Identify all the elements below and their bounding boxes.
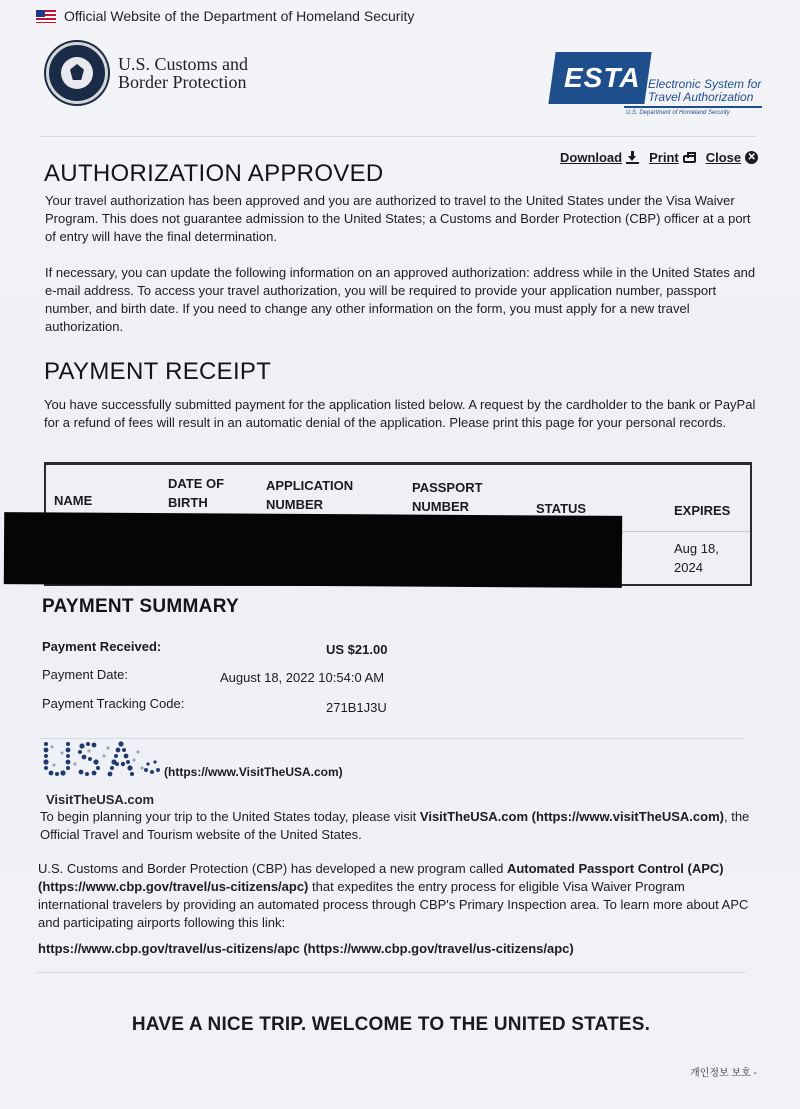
- column-header-status: STATUS: [536, 501, 587, 516]
- apc-text-start: U.S. Customs and Border Protection (CBP) has developed a new program called: [38, 861, 507, 876]
- close-label: Close: [705, 150, 742, 165]
- expires-date: Aug 18,: [674, 541, 719, 556]
- payment-received-label: Payment Received:: [42, 639, 162, 654]
- close-link[interactable]: [706, 150, 758, 165]
- print-icon: [683, 155, 696, 163]
- esta-logo-word: ESTA: [564, 62, 641, 93]
- column-header-passport-number: PASSPORT NUMBER: [412, 480, 483, 514]
- apc-bold-link[interactable]: Automated Passport Control (APC) (https://www.cbp.gov/travel/us-citizens/apc): [38, 861, 724, 894]
- summary-title: PAYMENT SUMMARY: [42, 596, 239, 617]
- visit-text-start: To begin planning your trip to the United States today, please visit: [40, 809, 420, 824]
- column-header-name: NAME: [54, 493, 93, 508]
- official-text: Official Website of the Department of Homeland Security: [64, 8, 415, 24]
- agency-name-line2: Border Protection: [118, 72, 247, 92]
- divider: [36, 972, 746, 973]
- esta-logo: [552, 52, 772, 124]
- agency-name-line1: U.S. Customs and: [118, 54, 249, 74]
- download-link[interactable]: [560, 150, 639, 165]
- visit-usa-bold-link[interactable]: VisitTheUSA.com (https://www.visitTheUSA.com): [419, 809, 724, 824]
- apc-text-end: that expedites the entry process for eligible Visa Waiver Program international travelers by providing an automated process through CBP's Primary Inspection area. To learn more about APC and participating airports following this link:: [38, 879, 749, 930]
- cbp-logo: [46, 42, 248, 104]
- visit-usa-link[interactable]: (https://www.VisitTheUSA.com): [164, 765, 343, 779]
- esta-dhs-text: U.S. Department of Homeland Security: [626, 110, 730, 116]
- visit-usa-caption: VisitTheUSA.com: [46, 792, 155, 807]
- visit-paragraph: [40, 808, 752, 844]
- column-header-date-of-birth: DATE OF BIRTH: [168, 476, 225, 510]
- expires-cell: [674, 539, 719, 577]
- receipt-title: PAYMENT RECEIPT: [44, 358, 272, 385]
- apc-link[interactable]: https://www.cbp.gov/travel/us-citizens/apc (https://www.cbp.gov/travel/us-citizens/apc): [38, 941, 574, 956]
- download-icon: [626, 151, 639, 164]
- print-link[interactable]: [649, 150, 696, 165]
- visit-text-end: , the Official Travel and Tourism website of the United States.: [40, 809, 750, 842]
- approval-title: AUTHORIZATION APPROVED: [44, 160, 384, 187]
- dhs-seal-icon: [46, 42, 108, 104]
- divider: [40, 136, 756, 137]
- receipt-paragraph: You have successfully submitted payment for the application listed below. A request by the cardholder to the bank or PayPal for a refund of fees will result in an automatic denial of the application. Please print this page for your personal records.: [44, 397, 756, 430]
- apc-paragraph: [38, 860, 752, 932]
- payment-date-value: August 18, 2022 10:54:0 AM: [220, 670, 385, 685]
- column-header-expires: EXPIRES: [674, 503, 731, 518]
- agency-name: [118, 55, 248, 91]
- approval-paragraph-1: Your travel authorization has been approved and you are authorized to travel to the United States under the Visa Waiver Program. This does not guarantee admission to the United States; a Customs and Border Protection (CBP) officer at a port of entry will have the final determination.: [45, 193, 751, 244]
- esta-subtitle-line2: Travel Authorization: [648, 90, 754, 104]
- print-label: Print: [649, 150, 679, 165]
- column-header-application-number: APPLICATION NUMBER: [266, 478, 354, 512]
- approval-paragraph-2: If necessary, you can update the following information on an approved authorization: address while in the United States and e-mail address. To access your travel authorization, you will be required to provide your application number, passport number, and birth date. If you need to change any other information on the form, you must apply for a new travel authorization.: [45, 265, 756, 334]
- expires-year: 2024: [674, 560, 703, 575]
- esta-subtitle: [648, 78, 761, 104]
- page-actions: [560, 150, 758, 165]
- closing-message: HAVE A NICE TRIP. WELCOME TO THE UNITED STATES.: [131, 1014, 651, 1035]
- official-banner: [36, 8, 414, 24]
- us-flag-icon: [36, 10, 56, 23]
- tracking-code-label: Payment Tracking Code:: [42, 696, 185, 711]
- esta-subtitle-line1: Electronic System for: [648, 77, 762, 91]
- download-label: Download: [560, 150, 623, 165]
- redaction-bar: [4, 512, 622, 588]
- usa-logo-icon[interactable]: [42, 740, 162, 782]
- close-icon: ✕: [745, 151, 758, 164]
- payment-date-label: Payment Date:: [42, 667, 128, 682]
- divider: [40, 738, 746, 739]
- payment-received-value: US $21.00: [326, 642, 388, 657]
- tracking-code-value: 271B1J3U: [326, 700, 387, 715]
- privacy-note: 개인정보 보호 -: [690, 1068, 757, 1079]
